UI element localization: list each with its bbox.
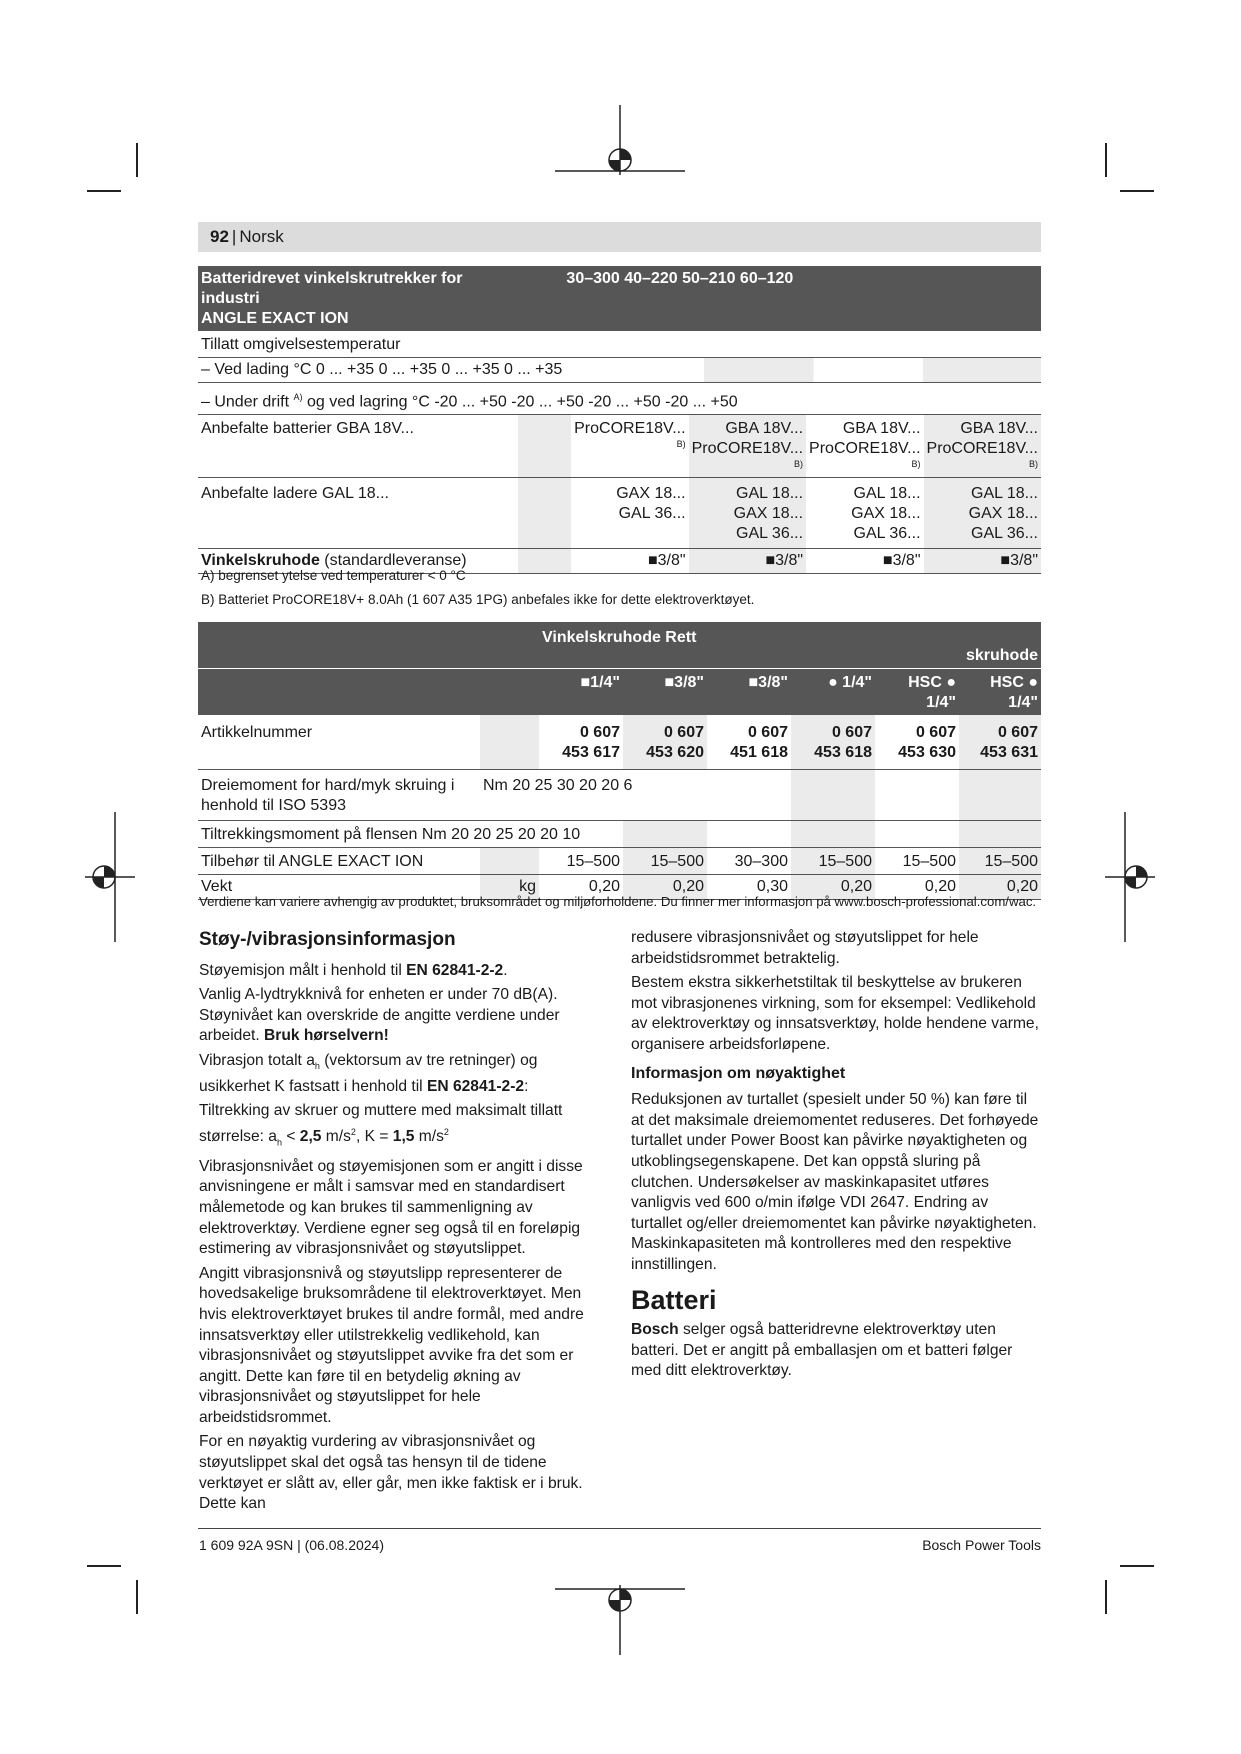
head-value: ■3/8" <box>689 549 806 574</box>
column-head: ■3/8" <box>707 669 791 716</box>
accessory-value: 15–500 <box>875 848 959 875</box>
table-row <box>198 331 1041 358</box>
paragraph: Vanlig A-lydtrykknivå for enheten er under 70 dB(A). Støynivået kan overskride de angitte verdiene under arbeidet. Bruk hørselvern! <box>199 986 560 1045</box>
spec-table-2 <box>198 622 1041 900</box>
paragraph: Vibrasjonsnivået og støyemisjonen som er angitt i disse anvisningene er målt i samsvar med en standardisert målemetode og kan brukes til sammenligning av elektroverktøy. Verdiene egner seg også til en foreløpig estimering av vibrasjonsnivået og støyutslippet. <box>199 1157 583 1258</box>
article-number: 0 607 453 631 <box>959 715 1041 770</box>
torque-label: Dreiemoment for hard/myk skruing i <box>201 777 455 794</box>
left-column <box>199 928 611 1519</box>
head-value: ■3/8" <box>806 549 923 574</box>
article-number: 0 607 453 618 <box>791 715 875 770</box>
battery-cell: GBA 18V... ProCORE18V... B) <box>689 415 806 478</box>
paragraph: Angitt vibrasjonsnivå og støyutslipp representerer de hovedsakelige bruksområdene til elektroverktøyet. Men hvis elektroverktøyet brukes til andre formål, med andre innsatsverktøy eller utilstrekkelig vedlikehold, kan vibrasjonsnivået og støyutslippet avvike fra det som er angitt. Dette kan føre til en betydelig økning av vibrasjonsnivået og støyutslippet for hele arbeidstidsrommet. <box>199 1264 584 1426</box>
table2-group-row <box>198 622 1041 669</box>
accessory-label: Tilbehør til ANGLE EXACT ION <box>198 848 480 875</box>
table1-models: 30–300 40–220 50–210 60–120 <box>566 270 794 287</box>
paragraph: For en nøyaktig vurdering av vibrasjonsnivået og støyutslippet skal det også tas hensyn til de tidene verktøyet er slått av, eller går, men ikke faktisk er i bruk. Dette kan <box>199 1433 583 1513</box>
registration-target-icon <box>85 812 135 942</box>
weight-value: 0,20 <box>875 875 959 900</box>
footnote-b: B) Batteriet ProCORE18V+ 8.0Ah (1 607 A35 1PG) anbefales ikke for dette elektroverktøyet. <box>201 592 755 607</box>
table1-model-name: ANGLE EXACT ION <box>201 310 349 327</box>
paragraph: Støyemisjon målt i henhold til EN 62841-2-2. <box>199 961 508 979</box>
accessory-value: 15–500 <box>623 848 707 875</box>
column-head: HSC ● 1/4" <box>959 669 1041 716</box>
operate-temp-row: og ved lagring °C -20 ... +50 -20 ... +50 -20 ... +50 -20 ... +50 <box>306 393 738 411</box>
accessory-value: 30–300 <box>707 848 791 875</box>
weight-value: 0,30 <box>707 875 791 900</box>
noise-heading: Støy-/vibrasjonsinformasjon <box>199 929 456 950</box>
chargers-label: Anbefalte ladere GAL 18... <box>198 478 518 549</box>
registration-target-icon <box>555 1575 685 1655</box>
article-number: 0 607 453 617 <box>562 724 620 761</box>
paragraph: Bestem ekstra sikkerhetstiltak til beskyttelse av brukeren mot vibrasjonenes virkning, som for eksempel: Vedlikehold av elektroverktøy og innsatsverktøy, holde hendene varme, organisere arbeidsforløpene. <box>631 974 1039 1053</box>
accuracy-heading: Informasjon om nøyaktighet <box>631 1064 846 1082</box>
table-row <box>198 478 1041 549</box>
battery-cell: GBA 18V... ProCORE18V... B) <box>806 415 923 478</box>
footer-brand: Bosch Power Tools <box>922 1537 1041 1553</box>
table-row <box>198 358 1041 383</box>
group-straight-head: Vinkelskruhode Rett <box>542 629 697 646</box>
registration-target-icon <box>555 105 685 185</box>
weight-value: 0,20 <box>959 875 1041 900</box>
column-head: ■3/8" <box>623 669 707 716</box>
table1-header-row <box>198 266 1041 331</box>
accessory-value: 15–500 <box>539 848 623 875</box>
weight-label: Vekt <box>198 875 480 900</box>
right-column <box>631 928 1043 1386</box>
spec-table-1 <box>198 266 1041 574</box>
charge-temp-row: – Ved lading °C 0 ... +35 0 ... +35 0 ... +35 0 ... +35 <box>201 361 563 378</box>
head-label-rest: (standardleveranse) <box>319 552 467 570</box>
paragraph: redusere vibrasjonsnivået og støyutslippet for hele arbeidstidsrommet betraktelig. <box>631 929 979 967</box>
registration-target-icon <box>1105 812 1155 942</box>
accessory-value: 15–500 <box>791 848 875 875</box>
table2-footnote: Verdiene kan variere avhengig av produktet, bruksområdet og miljøforholdene. Du finner mer informasjon på www.bosch-professional.com/wac. <box>199 894 1037 909</box>
page-number: 92 <box>210 227 229 246</box>
weight-value: 0,20 <box>539 875 623 900</box>
paragraph: Tiltrekking av skruer og muttere med maksimalt tillatt størrelse: $a_h < 2,5$ $m/s^2$, K = 1,5 $m/s^2$ <box>199 1102 563 1148</box>
torque-values: Nm 20 25 30 20 20 6 <box>480 770 707 821</box>
column-head: HSC ● 1/4" <box>875 669 959 716</box>
battery-cell: GBA 18V... ProCORE18V... B) <box>924 415 1041 478</box>
flange-torque-row: Tiltrekkingsmoment på flensen Nm 20 20 25 20 20 10 <box>198 821 623 848</box>
footnote-ref-a: A) <box>293 392 303 402</box>
table-row <box>198 821 1041 848</box>
article-number: 0 607 453 630 <box>898 724 956 761</box>
charger-cell: GAX 18... GAL 36... <box>571 478 688 549</box>
head-value: ■3/8" <box>571 549 688 574</box>
table-row <box>198 415 1041 478</box>
footer-rule <box>198 1528 1041 1529</box>
charger-cell: GAL 18... GAX 18... GAL 36... <box>806 478 923 549</box>
weight-unit: kg <box>480 875 539 900</box>
table1-title: Batteridrevet vinkelskrutrekker for industri <box>201 270 463 307</box>
paragraph: Vibrasjon totalt $a_h$ (vektorsum av tre retninger) og usikkerhet K fastsatt i henhold til EN 62841-2-2: <box>199 1051 538 1095</box>
group-screw-head: skruhode <box>965 647 1038 664</box>
table-row <box>198 715 1041 770</box>
footnote-a: A) begrenset ytelse ved temperaturer < 0 °C <box>201 568 466 583</box>
article-number: 0 607 453 620 <box>623 715 707 770</box>
battery-cell: ProCORE18V... B) <box>571 415 688 478</box>
column-head: ■1/4" <box>539 669 623 716</box>
battery-heading: Batteri <box>631 1284 717 1315</box>
table-row: Dreiemoment for hard/myk skruing i henhold til ISO 5393 Nm 20 25 30 20 20 6 <box>198 770 1041 821</box>
charger-cell: GAL 18... GAX 18... GAL 36... <box>689 478 806 549</box>
article-label: Artikkelnummer <box>201 724 313 741</box>
page-header <box>198 222 1041 252</box>
charger-cell: GAL 18... GAX 18... GAL 36... <box>924 478 1041 549</box>
header-language: Norsk <box>239 227 284 246</box>
temp-label: Tillatt omgivelsestemperatur <box>201 336 401 353</box>
footer-doc-id: 1 609 92A 9SN | (06.08.2024) <box>199 1537 384 1553</box>
paragraph: Bosch selger også batteridrevne elektroverktøy uten batteri. Det er angitt på emballasjen om et batteri følger med ditt elektroverktøy. <box>631 1321 1013 1380</box>
table2-column-row <box>198 669 1041 716</box>
column-head: ● 1/4" <box>791 669 875 716</box>
head-label-bold: Vinkelskruhode <box>201 552 320 570</box>
operate-label: – Under drift <box>201 393 290 411</box>
header-separator: | <box>231 227 237 246</box>
weight-value: 0,20 <box>791 875 875 900</box>
table-row <box>198 383 1041 415</box>
table-row <box>198 848 1041 875</box>
article-number: 0 607 451 618 <box>730 724 788 761</box>
batteries-label: Anbefalte batterier GBA 18V... <box>198 415 518 478</box>
paragraph: Reduksjonen av turtallet (spesielt under 50 %) kan føre til at det maksimale dreiemomentet reduseres. Det forhøyede turtallet under Power Boost kan påvirke nøyaktigheten og utkoblingsegenskapene. Det kan oppstå sluring på clutchen. Undersøkelser av maskinkapasitet utføres vanligvis ved 600 o/min ifølge VDI 2647. Endring av turtallet og/eller dreiemomentet kan påvirke nøyaktigheten. Maskinkapasiteten må kontrolleres med den respektive innstillingen. <box>631 1091 1039 1273</box>
weight-value: 0,20 <box>623 875 707 900</box>
head-value: ■3/8" <box>924 549 1041 574</box>
accessory-value: 15–500 <box>959 848 1041 875</box>
